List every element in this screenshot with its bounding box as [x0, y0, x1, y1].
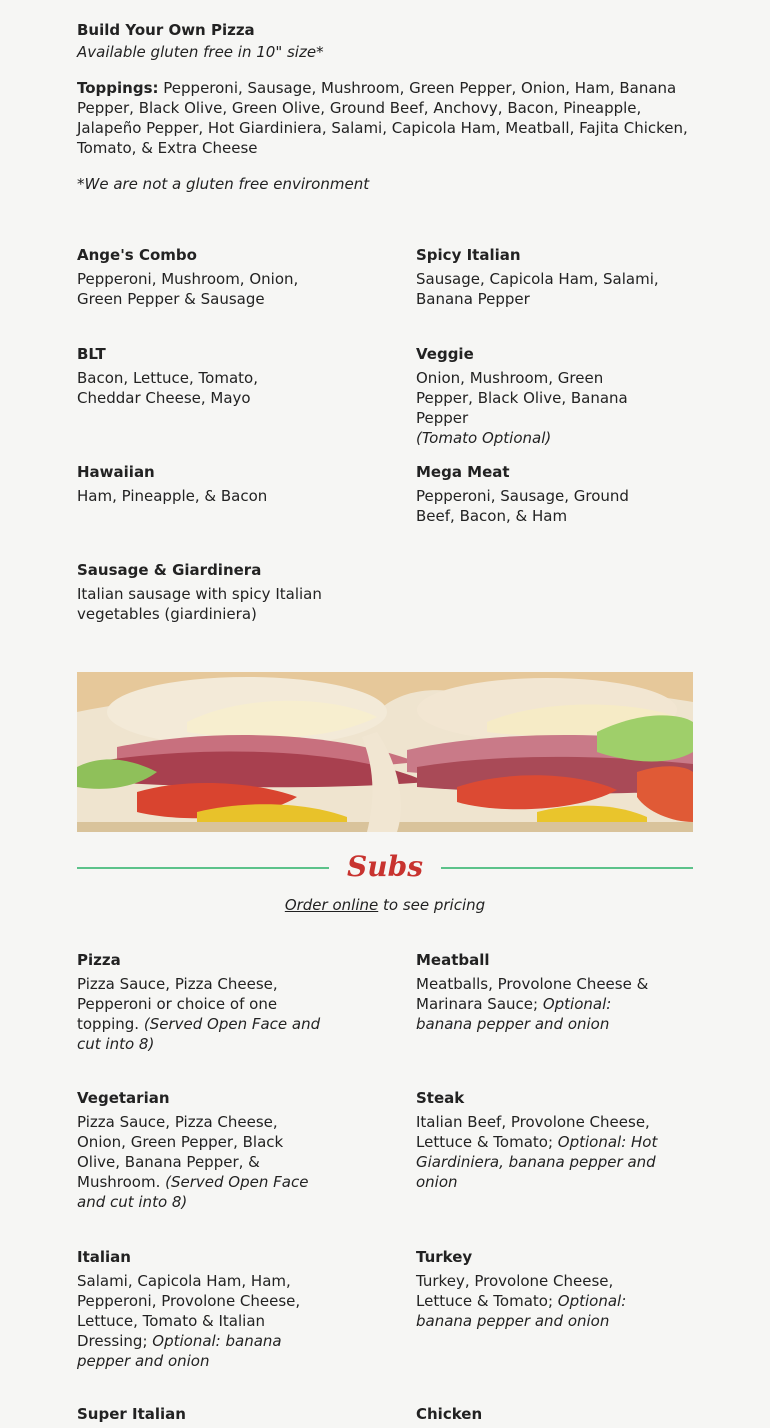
sub-item	[77, 950, 322, 1054]
pizza-item	[77, 344, 322, 408]
gluten-free-disclaimer: *We are not a gluten free environment	[77, 175, 370, 193]
item-desc-text: Italian Beef, Provolone Cheese, Lettuce & Tomato;	[416, 1113, 650, 1151]
toppings-list	[77, 78, 693, 158]
item-name: Sausage & Giardinera	[77, 561, 262, 579]
item-note: Optional: Hot Giardiniera, banana pepper and onion	[416, 1133, 658, 1191]
item-desc-text: Pizza Sauce, Pizza Cheese, Pepperoni or choice of one topping.	[77, 975, 278, 1033]
item-name: Pizza	[77, 951, 121, 969]
item-name: Spicy Italian	[416, 246, 521, 264]
item-desc	[77, 1271, 322, 1371]
item-desc: Onion, Mushroom, Green Pepper, Black Olive, Banana Pepper	[416, 369, 628, 427]
item-name: Mega Meat	[416, 463, 510, 481]
toppings-text: Pepperoni, Sausage, Mushroom, Green Pepper, Onion, Ham, Banana Pepper, Black Olive, Green Olive, Ground Beef, Anchovy, Bacon, Pineapple, Jalapeño Pepper, Hot Giardiniera, Salami, Capicola Ham, Meatball, Fajita Chicken, Tomato, & Extra Cheese	[77, 79, 688, 157]
build-your-own-title: Build Your Own Pizza	[77, 21, 255, 39]
item-name: Hawaiian	[77, 463, 155, 481]
item-desc: Sausage, Capicola Ham, Salami, Banana Pepper	[416, 270, 659, 308]
sub-item	[416, 950, 661, 1034]
divider-right	[441, 867, 693, 869]
toppings-label: Toppings:	[77, 79, 159, 97]
sub-item	[416, 1088, 661, 1192]
item-desc: Pepperoni, Mushroom, Onion, Green Pepper & Sausage	[77, 270, 299, 308]
section-title: Subs	[347, 850, 423, 883]
item-desc	[77, 1112, 322, 1212]
item-desc-text: Salami, Capicola Ham, Ham, Pepperoni, Provolone Cheese, Lettuce, Tomato & Italian Dressing;	[77, 1272, 301, 1350]
item-name: Chicken	[416, 1405, 483, 1423]
sub-item	[416, 1247, 661, 1331]
sub-item	[77, 1247, 322, 1371]
sub-item	[77, 1404, 322, 1428]
sub-sandwich-photo	[77, 672, 693, 832]
order-online-link[interactable]: Order online	[284, 896, 379, 914]
order-online-rest: to see pricing	[378, 896, 486, 914]
item-desc	[77, 974, 322, 1054]
pizza-item	[416, 245, 661, 309]
sandwich-illustration	[77, 672, 693, 832]
item-name: BLT	[77, 345, 106, 363]
gluten-free-note: Available gluten free in 10" size*	[77, 43, 324, 61]
pizza-item	[77, 560, 322, 624]
order-online-note	[77, 895, 693, 915]
item-desc: Bacon, Lettuce, Tomato, Cheddar Cheese, Mayo	[77, 369, 258, 407]
sub-item	[416, 1404, 661, 1428]
subs-section-header	[77, 848, 693, 888]
item-note: (Served Open Face and cut into 8)	[77, 1015, 321, 1053]
pizza-item	[416, 344, 661, 448]
item-note: Optional: banana pepper and onion	[416, 995, 612, 1033]
item-desc	[416, 1271, 661, 1331]
item-note: (Tomato Optional)	[416, 429, 552, 447]
item-desc	[416, 974, 661, 1034]
sub-item	[77, 1088, 322, 1212]
item-desc: Pepperoni, Sausage, Ground Beef, Bacon, & Ham	[416, 487, 629, 525]
item-name: Steak	[416, 1089, 465, 1107]
pizza-item	[416, 462, 661, 526]
item-desc-text: Pizza Sauce, Pizza Cheese, Onion, Green Pepper, Black Olive, Banana Pepper, & Mushroom.	[77, 1113, 284, 1191]
item-desc-text: Meatballs, Provolone Cheese & Marinara Sauce;	[416, 975, 649, 1013]
item-name: Ange's Combo	[77, 246, 197, 264]
item-note: (Served Open Face and cut into 8)	[77, 1173, 309, 1211]
item-desc: Italian sausage with spicy Italian vegetables (giardiniera)	[77, 585, 322, 623]
item-note: Optional: banana pepper and onion	[416, 1292, 627, 1330]
item-name: Super Italian	[77, 1405, 186, 1423]
item-name: Veggie	[416, 345, 474, 363]
pizza-item	[77, 462, 322, 506]
item-desc: Ham, Pineapple, & Bacon	[77, 487, 268, 505]
item-note: Optional: banana pepper and onion	[77, 1332, 282, 1370]
item-name: Italian	[77, 1248, 131, 1266]
item-name: Meatball	[416, 951, 490, 969]
item-name: Vegetarian	[77, 1089, 170, 1107]
item-desc	[416, 1112, 661, 1192]
pizza-item	[77, 245, 322, 309]
item-name: Turkey	[416, 1248, 473, 1266]
item-desc-text: Turkey, Provolone Cheese, Lettuce & Tomato;	[416, 1272, 614, 1310]
